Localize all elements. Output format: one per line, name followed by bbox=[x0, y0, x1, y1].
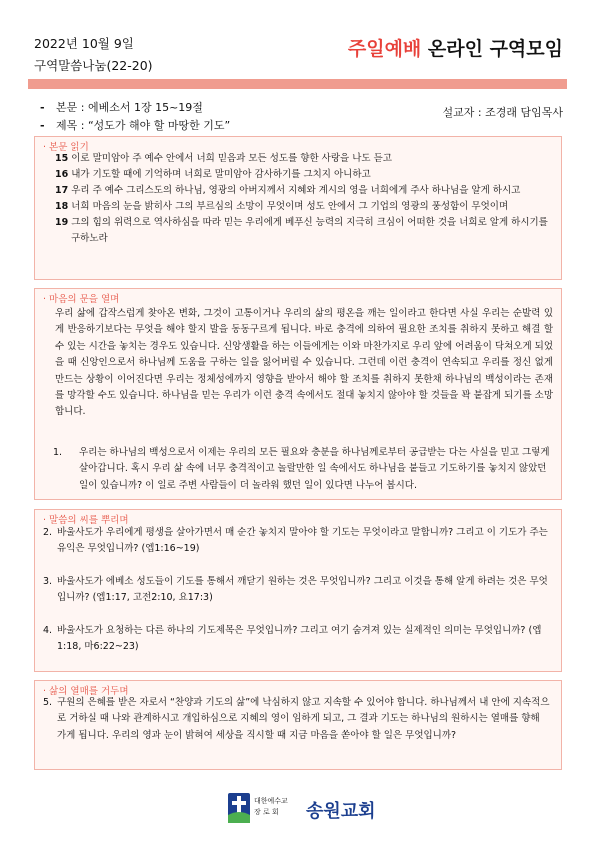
header-date: 2022년 10월 9일 bbox=[34, 36, 134, 51]
verse-text: 그의 힘의 위력으로 역사하심을 따라 믿는 우리에게 베푸신 능력의 지극히 크심이 어떠한 것을 너희로 알게 하시기를 구하노라 bbox=[71, 217, 548, 244]
question-list bbox=[43, 695, 551, 744]
verse-item bbox=[55, 183, 553, 199]
scripture-reference-text: 본문 : 에베소서 1장 15~19절 bbox=[56, 101, 203, 114]
question-item bbox=[53, 445, 551, 494]
opening-heart-box bbox=[34, 288, 562, 500]
question-text: 바울사도가 에베소 성도들이 기도를 통해서 깨닫기 원하는 것은 무엇입니까? 그리고 이것을 통해 알게 하려는 것은 무엇입니까? (엡1:17, 고전2:10, 요17:3) bbox=[57, 575, 548, 604]
scripture-reading-label: · 본문 읽기 bbox=[43, 142, 89, 153]
verse-number: 16 bbox=[55, 169, 69, 180]
header-subtitle: 구역말씀나눔(22-20) bbox=[34, 58, 153, 73]
verse-list bbox=[55, 151, 553, 247]
verse-item bbox=[55, 151, 553, 167]
question-item bbox=[43, 574, 551, 607]
header-title-rest: 온라인 구역모임 bbox=[421, 38, 563, 60]
question-item bbox=[43, 695, 551, 744]
question-number: 3. bbox=[43, 575, 53, 587]
question-text: 구원의 은혜를 받은 자로서 “찬양과 기도의 삶”에 낙심하지 않고 지속할 수 있어야 합니다. 하나님께서 내 안에 지속적으로 거하실 때 나와 관계하시고 개입하심으로 지혜의 영이 임하게 되고, 그 결과 기도는 하나님의 원하시는 열매를 향해 가게 됩니다. 우리의 영과 눈이 밝혀여 세상을 직시할 때 지금 마음을 쏟아야 할 일은 무엇입니까? bbox=[57, 697, 550, 741]
question-text: 바울사도가 요청하는 다른 하나의 기도제목은 무엇입니까? 그리고 여기 숨겨져 있는 실제적인 의미는 무엇입니까? (엡1:18, 마6:22~23) bbox=[57, 624, 542, 653]
preacher-name: 설교자 : 조경래 담임목사 bbox=[442, 106, 563, 119]
harvest-fruit-box bbox=[34, 680, 562, 770]
scripture-reference: - 본문 : 에베소서 1장 15~19절 bbox=[40, 101, 203, 114]
denomination-line: 장 로 회 bbox=[254, 808, 279, 816]
question-number: 1. bbox=[53, 447, 63, 458]
question-item bbox=[43, 525, 551, 558]
verse-number: 17 bbox=[55, 185, 69, 196]
verse-text: 내가 기도할 때에 기억하며 너희로 말미암아 감사하기를 그치지 아니하고 bbox=[71, 169, 371, 180]
cross-logo-icon bbox=[228, 793, 250, 823]
question-text: 우리는 하나님의 백성으로서 이제는 우리의 모든 필요와 충분을 하나님께로부터 공급받는 다는 사실을 믿고 그렇게 살아갑니다. 혹시 우리 삶 속에 너무 충격적이고 놀랄만한 일 속에서도 하나님을 붙들고 기도하기를 놓치지 않았던 일이 있습니까? 이 일로 주변 사람들이 더 놀라워 했던 일이 있다면 나누어 봅시다. bbox=[79, 447, 550, 491]
scripture-reading-box bbox=[34, 136, 562, 280]
denomination-line: 대한예수교 bbox=[254, 797, 288, 805]
question-list bbox=[53, 445, 551, 494]
verse-item bbox=[55, 199, 553, 215]
question-number: 5. bbox=[43, 697, 53, 708]
question-text: 바울사도가 우리에게 평생을 살아가면서 매 순간 놓치지 말아야 할 기도는 무엇이라고 말합니까? 그리고 이 기도가 주는 유익은 무엇입니까? (엡1:16~19) bbox=[57, 527, 548, 555]
church-logo bbox=[228, 793, 378, 823]
question-number: 4. bbox=[43, 624, 53, 636]
verse-number: 18 bbox=[55, 201, 69, 212]
verse-number: 15 bbox=[55, 153, 69, 164]
verse-text: 이로 말미암아 주 예수 안에서 너희 믿음과 모든 성도를 향한 사랑을 나도 듣고 bbox=[71, 153, 392, 164]
question-list bbox=[43, 525, 551, 655]
harvest-fruit-label: · 삶의 열매를 거두며 bbox=[43, 686, 129, 697]
sermon-topic-text: 제목 : “성도가 해야 할 마땅한 기도” bbox=[56, 119, 231, 132]
denomination-text bbox=[254, 796, 288, 818]
opening-heart-label: · 마음의 문을 열며 bbox=[43, 294, 120, 305]
verse-text: 너희 마음의 눈을 밝히사 그의 부르심의 소망이 무엇이며 성도 안에서 그 기업의 영광의 풍성함이 무엇이며 bbox=[71, 201, 509, 212]
sermon-topic: - 제목 : “성도가 해야 할 마땅한 기도” bbox=[40, 119, 231, 132]
sowing-word-label: · 말씀의 씨를 뿌리며 bbox=[43, 515, 129, 526]
header-title bbox=[348, 34, 563, 61]
opening-paragraph: 우리 삶에 갑작스럽게 찾아온 변화, 그것이 고통이거나 우리의 삶의 평온을 깨는 일이라고 한다면 사실 우리는 순발력 있게 반응하기보다는 무엇을 해야 할지 발을 동동구르게 됩니다. 바로 충격에 의하여 필요한 조치를 취하지 못하고 해결 할 수 있는 시간을 놓치는 경우도 있습니다. 신앙생활을 하는 이들에게는 이와 마찬가지로 우리 앞에 어려움이 닥쳐오게 되었을 때 신앙인으로서 하나님께 도움을 구하는 일을 잃어버릴 수 있습니다. 그런데 이런 충격이 연속되고 우리를 정신 없게 만드는 상황이 이어진다면 우리는 정체성에까지 영향을 받아서 해야 할 조치를 취하지 못한채 하나님의 백성이라는 존재를 망각할 수도 있습니다. 하나님을 믿는 우리가 이런 충격 속에서도 절대 놓치지 않아야 할 것들을 꽉 붙잡게 되기를 소망합니다. bbox=[55, 308, 553, 418]
question-item bbox=[43, 623, 551, 656]
sowing-word-box bbox=[34, 509, 562, 672]
church-name: 송원교회 bbox=[306, 801, 376, 822]
verse-text: 우리 주 예수 그리스도의 하나님, 영광의 아버지께서 지혜와 계시의 영을 너희에게 주사 하나님을 알게 하시고 bbox=[71, 185, 521, 196]
header-divider-bar bbox=[28, 79, 567, 89]
verse-item bbox=[55, 215, 553, 247]
question-number: 2. bbox=[43, 527, 53, 538]
verse-item bbox=[55, 167, 553, 183]
header-title-accent: 주일예배 bbox=[347, 38, 422, 60]
verse-number: 19 bbox=[55, 217, 69, 228]
